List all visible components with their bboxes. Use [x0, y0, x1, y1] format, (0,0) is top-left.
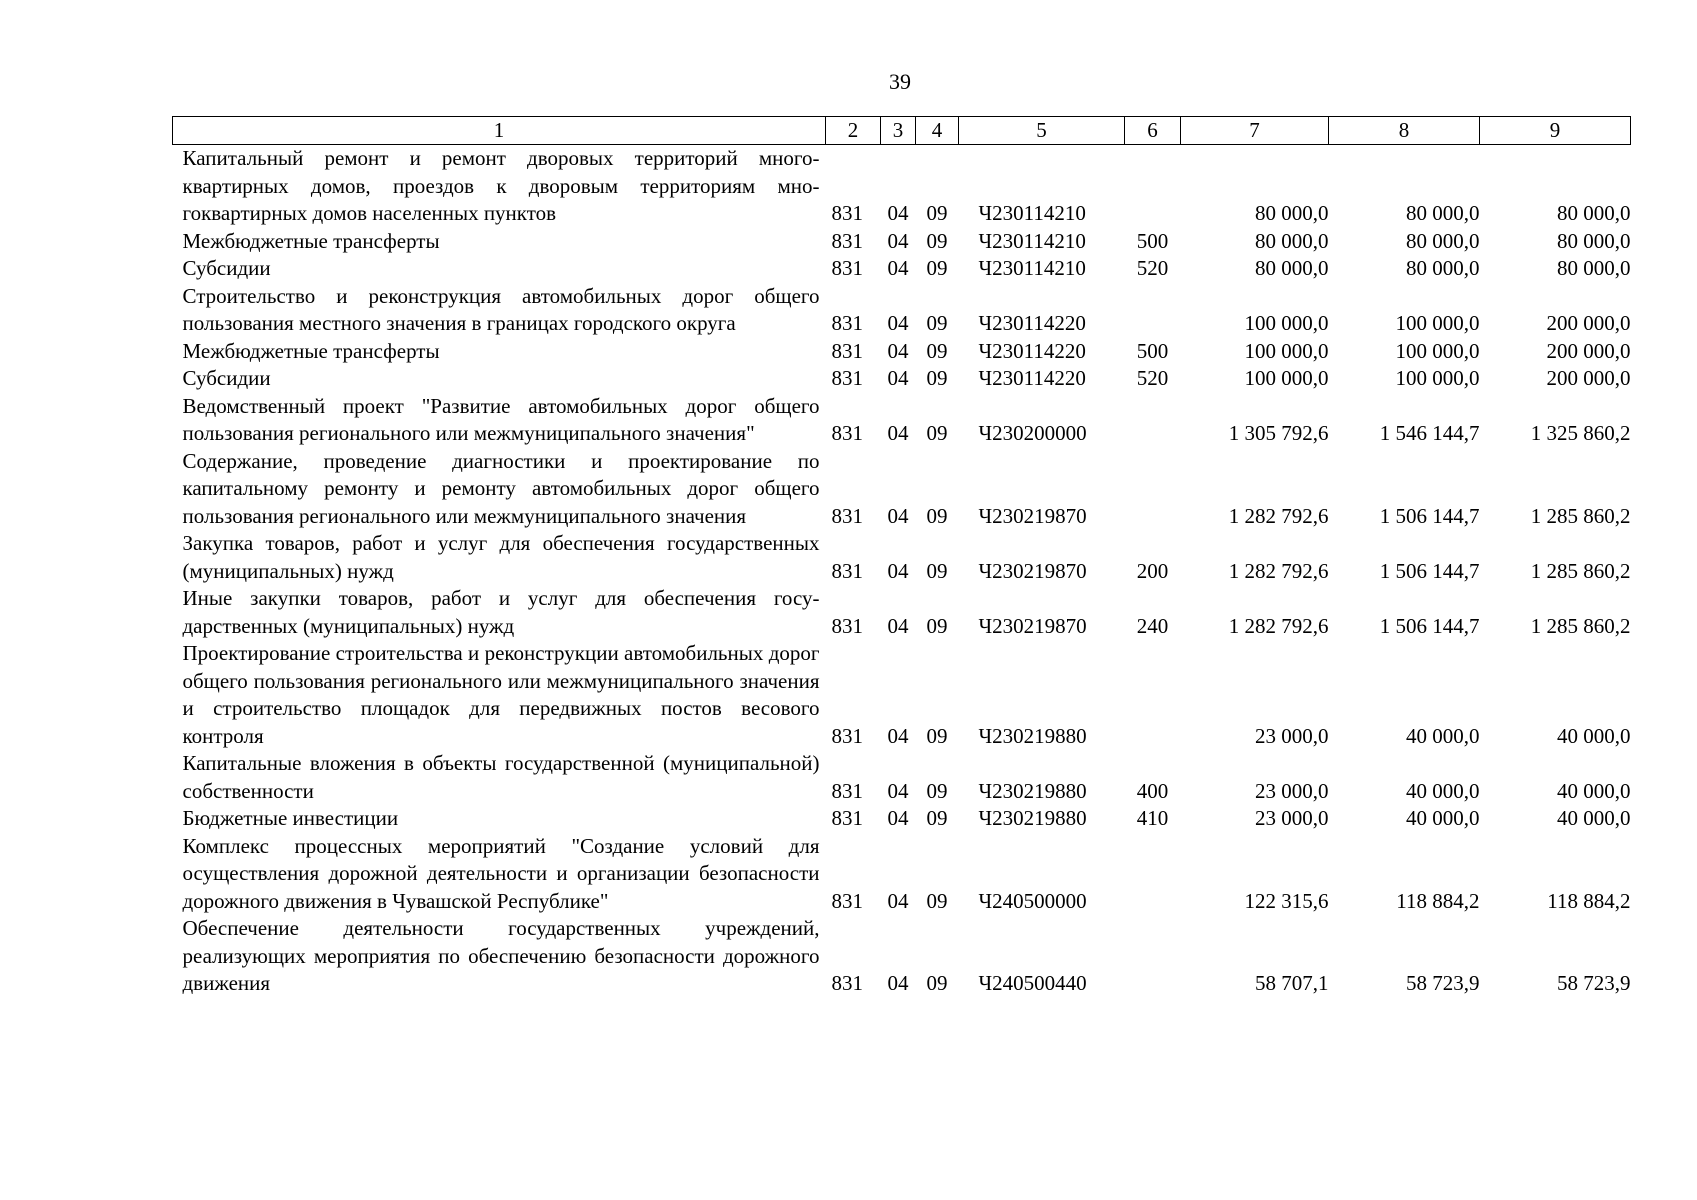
row-amount-col7: 1 305 792,6: [1228, 421, 1329, 445]
row-amount-col8: 80 000,0: [1406, 228, 1480, 253]
row-amount-col7: 80 000,0: [1255, 256, 1329, 280]
row-name: Ведомственный проект "Развитие автомобильных дорог общего пользования регионального или межмуниципального значения": [182, 393, 820, 445]
row-amount-col8: 58 723,9: [1406, 971, 1480, 995]
row-section: 04: [887, 723, 909, 748]
row-name: Закупка товаров, работ и услуг для обеспечения государственных (муниципальных) нужд: [182, 531, 820, 583]
row-amount-col8: 40 000,0: [1406, 806, 1480, 830]
row-amount-col7: 80 000,0: [1255, 201, 1329, 225]
row-amount-col7: 23 000,0: [1255, 778, 1329, 803]
row-admin-code: 831: [831, 558, 863, 583]
row-target-article: Ч230114210: [978, 201, 1086, 225]
row-name: Межбюджетные трансферты: [182, 338, 440, 363]
row-amount-col7: 122 315,6: [1244, 888, 1329, 913]
row-admin-code: 831: [831, 201, 863, 225]
row-subsection: 09: [926, 778, 948, 803]
row-name: Капитальные вложения в объекты государственной (муниципальной) собственности: [182, 751, 820, 803]
row-amount-col9: 200 000,0: [1546, 366, 1631, 390]
row-subsection: 09: [926, 366, 948, 390]
row-amount-col7: 1 282 792,6: [1228, 558, 1329, 583]
table-row: [173, 750, 1631, 805]
row-amount-col9: 118 884,2: [1547, 888, 1631, 913]
column-header-5: 5: [959, 117, 1125, 145]
row-expense-type: [1125, 145, 1181, 228]
row-target-article: Ч230114220: [978, 311, 1086, 335]
row-section: 04: [887, 778, 909, 803]
row-amount-col8: 100 000,0: [1395, 366, 1480, 390]
row-amount-col9: 80 000,0: [1557, 201, 1631, 225]
row-amount-col7: 100 000,0: [1244, 311, 1329, 335]
row-amount-col7: 58 707,1: [1255, 971, 1329, 995]
page-number: 39: [889, 69, 911, 94]
row-amount-col8: 40 000,0: [1406, 723, 1480, 748]
row-target-article: Ч230114220: [978, 338, 1086, 363]
table-row: [173, 585, 1631, 640]
table-row: [173, 145, 1631, 228]
column-header-2: 2: [826, 117, 881, 145]
budget-table-container: [172, 116, 1630, 998]
row-target-article: Ч230114210: [978, 256, 1086, 280]
row-admin-code: 831: [831, 806, 863, 830]
table-row: [173, 833, 1631, 916]
row-expense-type: [1125, 833, 1181, 916]
row-subsection: 09: [926, 806, 948, 830]
row-admin-code: 831: [831, 971, 863, 995]
row-amount-col9: 40 000,0: [1557, 806, 1631, 830]
row-admin-code: 831: [831, 228, 863, 253]
row-admin-code: 831: [831, 366, 863, 390]
row-subsection: 09: [926, 421, 948, 445]
row-amount-col8: 80 000,0: [1406, 201, 1480, 225]
row-subsection: 09: [926, 201, 948, 225]
column-header-8: 8: [1329, 117, 1480, 145]
table-row: [173, 255, 1631, 283]
row-amount-col7: 1 282 792,6: [1228, 503, 1329, 528]
row-expense-type: [1125, 393, 1181, 448]
row-expense-type: [1125, 283, 1181, 338]
row-section: 04: [887, 888, 909, 913]
row-section: 04: [887, 613, 909, 638]
table-row: [173, 530, 1631, 585]
row-expense-type: 200: [1136, 558, 1169, 583]
row-expense-type: [1125, 915, 1181, 998]
row-admin-code: 831: [831, 421, 863, 445]
column-header-6: 6: [1125, 117, 1181, 145]
table-row: [173, 338, 1631, 366]
row-section: 04: [887, 421, 909, 445]
row-admin-code: 831: [831, 723, 863, 748]
row-amount-col9: 80 000,0: [1557, 256, 1631, 280]
row-section: 04: [887, 558, 909, 583]
column-header-3: 3: [881, 117, 916, 145]
row-expense-type: 520: [1136, 366, 1169, 390]
row-target-article: Ч240500440: [978, 971, 1087, 995]
row-target-article: Ч230219870: [978, 503, 1087, 528]
row-subsection: 09: [926, 256, 948, 280]
row-target-article: Ч230219880: [978, 723, 1087, 748]
row-expense-type: 400: [1136, 778, 1169, 803]
table-row: [173, 448, 1631, 531]
row-admin-code: 831: [831, 613, 863, 638]
row-amount-col8: 1 506 144,7: [1379, 613, 1480, 638]
row-amount-col8: 40 000,0: [1406, 778, 1480, 803]
row-target-article: Ч230219880: [978, 806, 1087, 830]
table-body: [173, 145, 1631, 998]
row-section: 04: [887, 503, 909, 528]
row-admin-code: 831: [831, 888, 863, 913]
row-amount-col7: 100 000,0: [1244, 366, 1329, 390]
row-amount-col7: 23 000,0: [1255, 806, 1329, 830]
row-subsection: 09: [926, 888, 948, 913]
row-name: Межбюджетные трансферты: [182, 228, 440, 253]
table-row: [173, 393, 1631, 448]
column-header-4: 4: [916, 117, 959, 145]
row-section: 04: [887, 971, 909, 995]
table-row: [173, 805, 1631, 833]
row-name: Бюджетные инвестиции: [182, 806, 399, 830]
row-admin-code: 831: [831, 256, 863, 280]
row-admin-code: 831: [831, 338, 863, 363]
row-target-article: Ч230219880: [978, 778, 1087, 803]
row-subsection: 09: [926, 311, 948, 335]
row-section: 04: [887, 338, 909, 363]
row-subsection: 09: [926, 723, 948, 748]
row-amount-col8: 100 000,0: [1395, 338, 1480, 363]
row-amount-col9: 1 325 860,2: [1530, 421, 1631, 445]
row-subsection: 09: [926, 338, 948, 363]
row-amount-col9: 1 285 860,2: [1530, 558, 1631, 583]
row-section: 04: [887, 228, 909, 253]
row-expense-type: [1125, 448, 1181, 531]
row-admin-code: 831: [831, 778, 863, 803]
row-amount-col7: 1 282 792,6: [1228, 613, 1329, 638]
row-subsection: 09: [926, 613, 948, 638]
row-admin-code: 831: [831, 311, 863, 335]
row-subsection: 09: [926, 503, 948, 528]
row-subsection: 09: [926, 971, 948, 995]
row-name: Комплекс процессных мероприятий "Создание условий для осуществления дорожной деятельности и организации безопасности дорожного движения в Чувашской Республике": [182, 833, 820, 913]
row-amount-col8: 118 884,2: [1396, 888, 1480, 913]
row-expense-type: [1125, 640, 1181, 750]
table-row: [173, 228, 1631, 256]
table-row: [173, 283, 1631, 338]
row-amount-col8: 80 000,0: [1406, 256, 1480, 280]
row-expense-type: 410: [1136, 806, 1169, 830]
table-header: [173, 117, 1631, 145]
row-subsection: 09: [926, 558, 948, 583]
row-section: 04: [887, 201, 909, 225]
row-amount-col7: 100 000,0: [1244, 338, 1329, 363]
row-amount-col8: 100 000,0: [1395, 311, 1480, 335]
row-amount-col7: 23 000,0: [1255, 723, 1329, 748]
table-row: [173, 365, 1631, 393]
column-header-1: 1: [173, 117, 826, 145]
column-header-9: 9: [1480, 117, 1631, 145]
row-name: Строительство и реконструкция автомобильных дорог общего пользования местного значения в границах городского округа: [182, 283, 820, 335]
row-admin-code: 831: [831, 503, 863, 528]
row-target-article: Ч230219870: [978, 613, 1087, 638]
row-section: 04: [887, 366, 909, 390]
row-section: 04: [887, 311, 909, 335]
row-target-article: Ч230200000: [978, 421, 1087, 445]
row-name: Капитальный ремонт и ремонт дворовых территорий многоквартирных домов, проездов к дворовым территориям многоквартирных домов населенных пунктов: [182, 146, 820, 225]
row-target-article: Ч230219870: [978, 558, 1087, 583]
table-row: [173, 640, 1631, 750]
row-name: Субсидии: [182, 366, 271, 390]
row-section: 04: [887, 256, 909, 280]
row-expense-type: 240: [1136, 613, 1169, 638]
row-amount-col9: 1 285 860,2: [1530, 503, 1631, 528]
row-name: Содержание, проведение диагностики и проектирование по капитальному ремонту и ремонту автомобильных дорог общего пользования регионального или межмуниципального значения: [182, 448, 820, 528]
row-amount-col9: 200 000,0: [1546, 338, 1631, 363]
row-amount-col9: 200 000,0: [1546, 311, 1631, 335]
row-amount-col9: 40 000,0: [1557, 723, 1631, 748]
row-amount-col9: 1 285 860,2: [1530, 613, 1631, 638]
row-name: Проектирование строительства и реконструкции автомобильных дорог общего пользования регионального или межмуниципального значения и строительство площадок для передвижных постов весового контроля: [182, 641, 820, 748]
row-name: Иные закупки товаров, работ и услуг для обеспечения государственных (муниципальных) нужд: [182, 586, 820, 638]
column-header-7: 7: [1181, 117, 1329, 145]
row-amount-col9: 58 723,9: [1557, 971, 1631, 995]
row-amount-col9: 80 000,0: [1557, 228, 1631, 253]
row-expense-type: 520: [1136, 256, 1169, 280]
row-amount-col8: 1 506 144,7: [1379, 558, 1480, 583]
row-expense-type: 500: [1136, 228, 1169, 253]
row-amount-col8: 1 546 144,7: [1379, 421, 1480, 445]
table-row: [173, 915, 1631, 998]
row-section: 04: [887, 806, 909, 830]
row-amount-col7: 80 000,0: [1255, 228, 1329, 253]
row-amount-col8: 1 506 144,7: [1379, 503, 1480, 528]
row-name: Обеспечение деятельности государственных учреждений, реализующих мероприятия по обеспечению безопасности дорожного движения: [182, 916, 820, 995]
row-target-article: Ч240500000: [978, 888, 1087, 913]
row-amount-col9: 40 000,0: [1557, 778, 1631, 803]
row-target-article: Ч230114220: [978, 366, 1086, 390]
row-expense-type: 500: [1136, 338, 1169, 363]
row-name: Субсидии: [182, 256, 271, 280]
row-subsection: 09: [926, 228, 948, 253]
row-target-article: Ч230114210: [978, 228, 1086, 253]
column-number-row: [173, 117, 1631, 145]
budget-table: [172, 116, 1631, 998]
